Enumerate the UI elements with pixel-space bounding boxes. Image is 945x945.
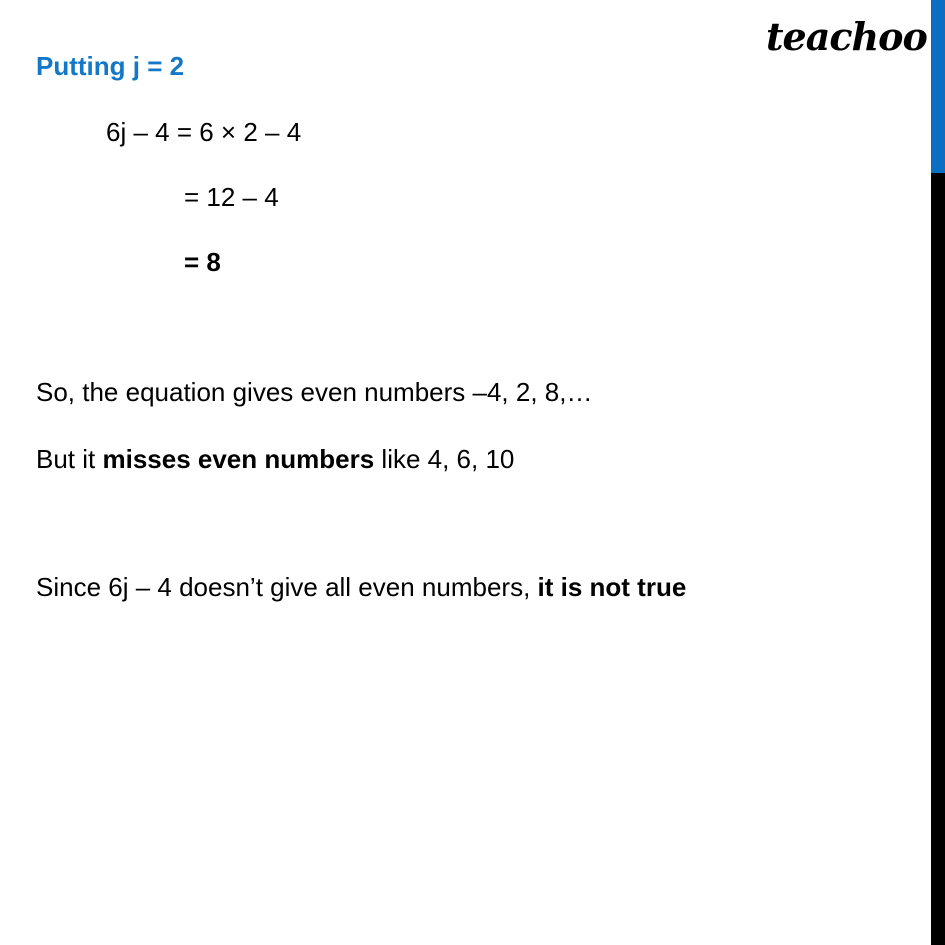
section-heading: Putting j = 2 [36,51,185,81]
sidebar-accent-black [931,173,945,945]
paragraph-misses-post: like 4, 6, 10 [374,444,515,474]
conclusion-pre: Since 6j – 4 doesn’t give all even numbers, [36,572,538,602]
paragraph-even-numbers: So, the equation gives even numbers –4, 2, 8,… [36,377,593,407]
step-line-1: 6j – 4 = 6 × 2 – 4 [106,117,302,147]
step-line-3-result: = 8 [184,247,221,277]
teachoo-logo: teachoo [766,14,927,59]
paragraph-conclusion [36,572,686,602]
paragraph-misses-pre: But it [36,444,103,474]
conclusion-bold: it is not true [537,572,687,602]
step-line-2: = 12 – 4 [184,182,279,212]
paragraph-misses-bold: misses even numbers [102,444,375,474]
sidebar-accent-blue [931,0,945,173]
paragraph-misses [36,444,514,474]
